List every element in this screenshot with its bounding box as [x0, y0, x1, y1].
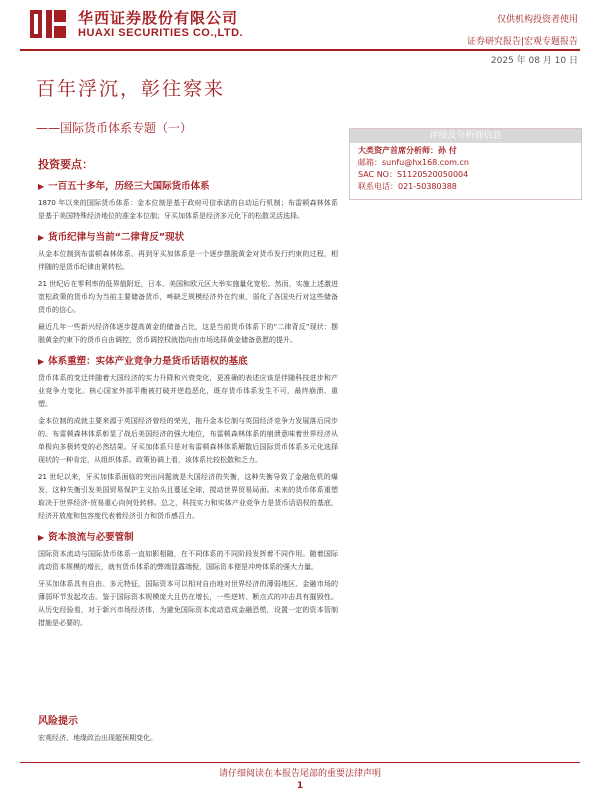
section-4-para-1: 国际资本流动与国际货币体系一直如影相随，在不同体系的不同阶段发挥着不同作用。随着国际流动资本规模的增长，就有货币体系的弊端显露端倪，国际资本便是冲垮体系的强大力量。: [38, 550, 338, 571]
triangle-bullet-icon: ▶: [38, 357, 45, 366]
section-2-para-1: 从金本位制到布雷顿森林体系、再到牙买加体系是一个逐步摆脱黄金对货币发行约束的过程，相伴随的是货币纪律由紧转松。: [38, 250, 338, 271]
key-points: [38, 156, 338, 634]
analyst-phone: 联系电话：021-50380388: [358, 182, 457, 191]
audience-note: 仅供机构投资者使用: [496, 15, 578, 25]
analyst-info-box: [349, 128, 582, 200]
triangle-bullet-icon: ▶: [38, 533, 45, 542]
report-title: 百年浮沉，彰往察来: [36, 78, 226, 100]
company-name-en: HUAXI SECURITIES CO.,LTD.: [78, 27, 244, 39]
report-subtitle: ——国际货币体系专题（一）: [36, 121, 193, 135]
section-heading-3: ▶ 体系重塑：实体产业竞争力是货币话语权的基底: [38, 356, 248, 367]
section-heading-2: ▶ 货币纪律与当前“二律背反”现状: [38, 232, 185, 243]
risk-section: [38, 712, 338, 743]
section-2-para-2: 21 世纪后在零利率的低界值附近，日本、美国和欧元区大举实施量化宽松。然而，实施上述激进宽松政策的货币均为当前主要储备货币，빠缺乏规模经济外在约束，弱化了各国央行对这些储备货币的信心。: [38, 280, 338, 314]
company-name-cn: 华西证券股份有限公司: [78, 9, 239, 27]
key-points-title: 投资要点：: [38, 158, 93, 171]
header-divider: [20, 49, 580, 51]
section-1-para-1: 1870 年以来的国际货币体系：金本位制是基于政府可信承诺的自动运行机制；布雷顿森林体系是基于美国特殊经济地位的准金本位制；牙买加体系是经济多元化下的松散灵活选择。: [38, 199, 338, 220]
report-category: 证券研究报告|宏观专题报告: [466, 37, 578, 47]
huaxi-logo-icon: [28, 8, 68, 40]
section-2-para-3: 最近几年一些新兴经济体逐步提高黄金的储备占比，这是当前货币体系下的“二律背反”现状：摆脱黄金约束下的货币自由调控，货币调控权就指向由市场选择黄金储备意愿的提升。: [38, 323, 338, 344]
footer-divider: [20, 762, 580, 763]
section-3-para-2: 金本位制的成就主要来源于英国经济曾经的荣光，拖升金本位制与英国经济竞争力发展落后同步的。布雷顿森林体系彰显了战后美国经济的强大地位，布雷顿森林体系的崩溃意味着世界经济从单极向多极转变的必然结果。牙买加体系只是对布雷顿森林体系解散后国际货币体系多元化选择现状的一种肯定，从组织体系、政策协调上看，该体系比较松散和乏力。: [38, 417, 338, 464]
legal-disclaimer-note: 请仔细阅读在本报告尾部的重要法律声明: [218, 769, 381, 779]
triangle-bullet-icon: ▶: [38, 233, 45, 242]
section-4-para-2: 牙买加体系具有自由、多元特征，国际资本可以相对自由地对世界经济的薄弱地区、金融市场的薄弱环节发起攻击。鉴于国际资本规模庞大且仍在增长，一些逆转、断点式的冲击具有摧毁性。从历史经验看，对于新兴市场经济体，为避免国际资本流动造成金融恐慌，设置一定的资本管制措施是必要的。: [38, 580, 338, 627]
analyst-box-title: 评级及分析师信息: [350, 129, 581, 143]
report-date: 2025 年 08 月 10 日: [490, 56, 578, 66]
section-3-para-1: 货币体系的变迁伴随着大国经济的实力升降和兴衰变化，更准确的表述应该是伴随科技进步和产业竞争力变化。核心国家外部平衡被打破并逆趋恶化，既存货币体系发生不可，最终崩溃、重塑。: [38, 374, 338, 408]
analyst-sac: SAC NO：S1120520050004: [358, 170, 469, 179]
analyst-name: 大类资产首席分析师：孙 付: [358, 146, 457, 155]
risk-text: 宏观经济、地缘政治出现超预期变化。: [38, 734, 157, 742]
section-3-para-3: 21 世纪以来，牙买加体系面临的突出问题就是大国经济的失衡，这种失衡导致了金融危机的爆发，这种失衡引发美国贸易保护主义抬头且蔓延全球，搅动世界贸易局面。未来的货币体系重塑取决于世界经济-贸易重心向何处转移。总之，科技实力和实体产业竞争力是货币话语权的基底，经济开放度和包容度代表着经济引力和货币感召力。: [38, 473, 338, 520]
analyst-email[interactable]: 邮箱：sunfu@hx168.com.cn: [358, 158, 469, 167]
risk-title: 风险提示: [38, 716, 78, 727]
report-header: [0, 0, 600, 70]
triangle-bullet-icon: ▶: [38, 182, 45, 191]
section-heading-1: ▶ 一百五十多年，历经三大国际货币体系: [38, 181, 210, 192]
page-number: 1: [296, 781, 304, 791]
section-heading-4: ▶ 资本浪流与必要管制: [38, 532, 134, 543]
